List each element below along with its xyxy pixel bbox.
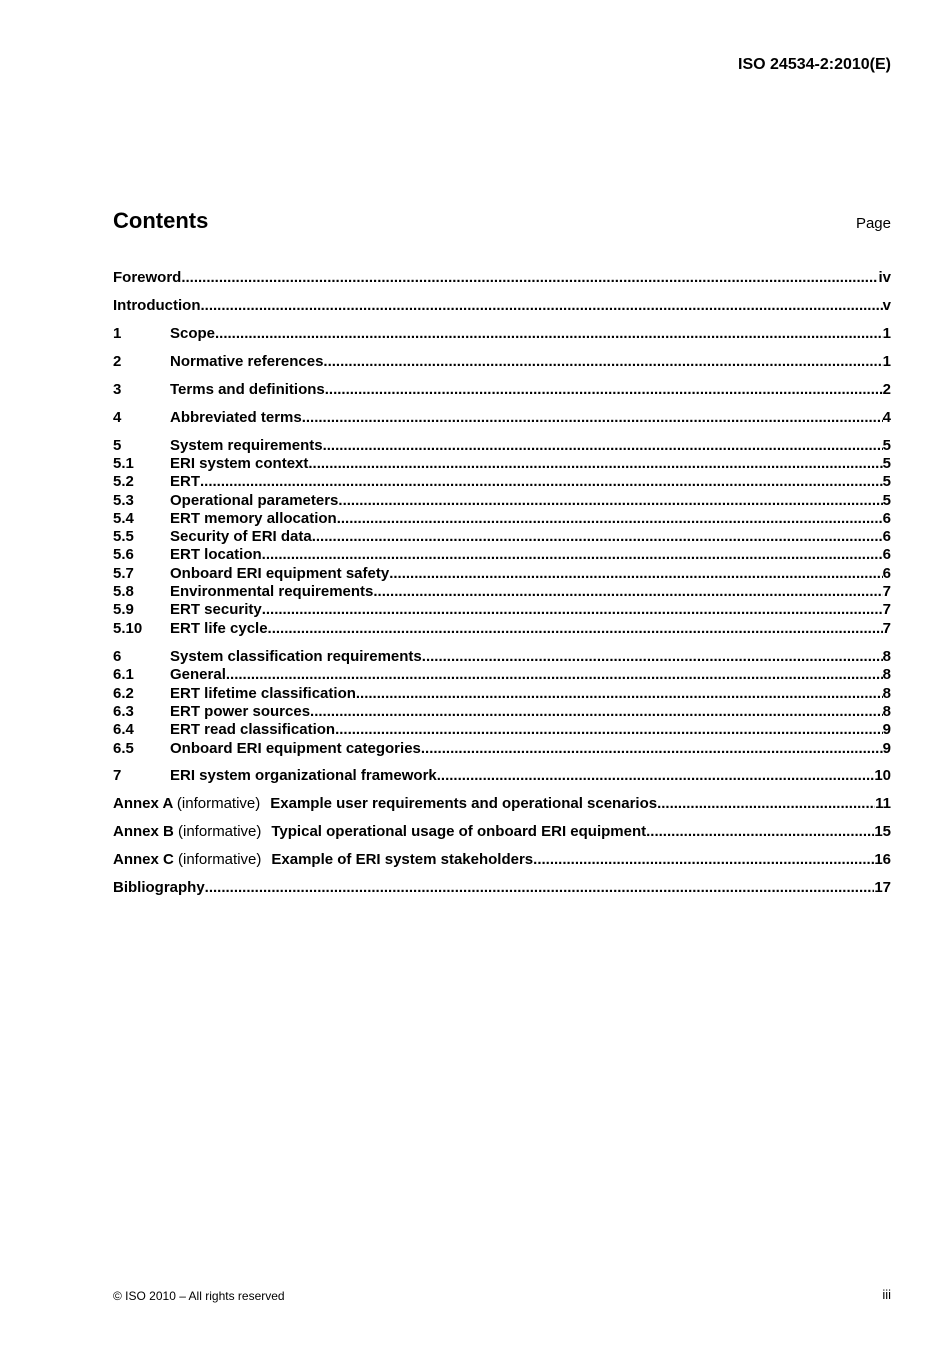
toc-annex-entry[interactable] (113, 823, 891, 841)
annex-type: (informative) (176, 795, 261, 812)
document-id: ISO 24534-2:2010(E) (738, 56, 891, 73)
toc-entry[interactable] (113, 767, 891, 785)
toc-annex-entry[interactable] (113, 851, 891, 869)
toc-entry-number: 5 (113, 437, 122, 454)
toc-entry-page: 1 (882, 353, 891, 370)
toc-entry-title: Onboard ERI equipment categories (170, 740, 421, 757)
contents-title: Contents (113, 208, 209, 233)
toc-entry-page: 8 (882, 685, 891, 702)
toc-entry-number: 6.5 (113, 740, 134, 757)
toc-entry-title: Environmental requirements (170, 583, 374, 600)
dot-leader (200, 297, 882, 315)
toc-entry-page: 5 (882, 473, 891, 490)
toc-entry[interactable] (113, 325, 891, 343)
toc-entry[interactable] (113, 409, 891, 427)
toc-entry-page: v (882, 297, 891, 314)
dot-leader (205, 879, 875, 897)
dot-leader (268, 620, 883, 638)
toc-entry[interactable] (113, 601, 891, 619)
toc-entry[interactable] (113, 528, 891, 546)
dot-leader (338, 492, 882, 510)
toc-entry-title: ERT lifetime classification (170, 685, 356, 702)
toc-entry-page: 5 (882, 492, 891, 509)
toc-entry-title: Typical operational usage of onboard ERI equipment (271, 823, 647, 840)
toc-entry-page: 7 (882, 583, 891, 600)
toc-entry-page: 8 (882, 648, 891, 665)
toc-entry-title: Introduction (113, 297, 201, 314)
toc-entry-number: 5.8 (113, 583, 134, 600)
toc-entry-title: ERT read classification (170, 721, 336, 738)
annex-type: (informative) (178, 851, 262, 868)
toc-entry-page: 2 (882, 381, 891, 398)
toc-entry-title: ERT memory allocation (170, 510, 337, 527)
page-column-label: Page (855, 215, 891, 232)
toc-entry[interactable] (113, 648, 891, 666)
dot-leader (325, 381, 883, 399)
toc-entry[interactable] (113, 353, 891, 371)
toc-entry[interactable] (113, 703, 891, 721)
toc-entry-page: 9 (882, 740, 891, 757)
toc-entry-title: System classification requirements (170, 648, 422, 665)
dot-leader (200, 473, 883, 491)
dot-leader (262, 601, 883, 619)
toc-entry-title: System requirements (170, 437, 323, 454)
dot-leader (657, 795, 875, 813)
toc-entry-number: 5.1 (113, 455, 134, 472)
toc-entry[interactable] (113, 492, 891, 510)
toc-entry-page: 6 (882, 528, 891, 545)
toc-entry[interactable] (113, 437, 891, 455)
dot-leader (422, 648, 883, 666)
dot-leader (323, 353, 882, 371)
annex-letter: Annex C (113, 851, 174, 868)
toc-entry-number: 6.2 (113, 685, 134, 702)
toc-entry-number: 4 (113, 409, 122, 426)
dot-leader (262, 546, 883, 564)
toc-entry-page: 6 (882, 546, 891, 563)
toc-entry-page: 7 (882, 601, 891, 618)
toc-entry-title: Bibliography (113, 879, 205, 896)
toc-entry-title: General (170, 666, 226, 683)
footer-page-number: iii (882, 1287, 891, 1302)
toc-entry-page: 8 (882, 666, 891, 683)
toc-entry-number: 1 (113, 325, 122, 342)
toc-entry-number: 5.5 (113, 528, 134, 545)
toc-entry-title: Example of ERI system stakeholders (271, 851, 534, 868)
dot-leader (302, 409, 883, 427)
toc-entry[interactable] (113, 546, 891, 564)
annex-label (113, 823, 261, 841)
toc-entry-title: Onboard ERI equipment safety (170, 565, 390, 582)
toc-entry-page: 5 (882, 437, 891, 454)
dot-leader (337, 510, 883, 528)
toc-entry-title: Normative references (170, 353, 324, 370)
dot-leader (389, 565, 882, 583)
dot-leader (308, 455, 882, 473)
annex-label (113, 851, 261, 869)
toc-entry[interactable] (113, 473, 891, 491)
dot-leader (226, 666, 883, 684)
toc-entry-number: 3 (113, 381, 122, 398)
toc-entry-page: 11 (875, 795, 891, 812)
toc-entry-number: 2 (113, 353, 122, 370)
toc-entry-page: 17 (874, 879, 891, 896)
toc-entry[interactable] (113, 565, 891, 583)
toc-annex-entry[interactable] (113, 795, 891, 813)
toc-entry-title: ERT location (170, 546, 262, 563)
toc-entry-page: 5 (882, 455, 891, 472)
toc-entry-title: Foreword (113, 269, 182, 286)
dot-leader (646, 823, 874, 841)
toc-entry-title: Operational parameters (170, 492, 339, 509)
toc-entry[interactable] (113, 583, 891, 601)
toc-entry-page: 9 (882, 721, 891, 738)
toc-entry[interactable] (113, 666, 891, 684)
dot-leader (310, 703, 883, 721)
toc-entry[interactable] (113, 721, 891, 739)
toc-entry-page: 7 (882, 620, 891, 637)
toc-entry-title: ERT power sources (170, 703, 311, 720)
toc-entry-number: 5.4 (113, 510, 134, 527)
toc-entry[interactable] (113, 685, 891, 703)
toc-entry-page: 16 (874, 851, 891, 868)
toc-entry-title: Terms and definitions (170, 381, 325, 398)
toc-entry[interactable] (113, 620, 891, 638)
dot-leader (335, 721, 883, 739)
annex-letter: Annex A (113, 795, 173, 812)
annex-label (113, 795, 260, 813)
dot-leader (181, 269, 878, 287)
toc-entry[interactable] (113, 381, 891, 399)
footer-copyright: © ISO 2010 – All rights reserved (113, 1289, 285, 1303)
toc-entry-title: ERT life cycle (170, 620, 268, 637)
toc-entry-title: Example user requirements and operational scenarios (270, 795, 658, 812)
toc-entry[interactable] (113, 455, 891, 473)
toc-entry[interactable] (113, 297, 891, 315)
toc-entry[interactable] (113, 740, 891, 758)
toc-entry-number: 6.1 (113, 666, 134, 683)
dot-leader (215, 325, 883, 343)
toc-entry-number: 5.7 (113, 565, 134, 582)
dot-leader (323, 437, 883, 455)
toc-entry-page: 4 (882, 409, 891, 426)
table-of-contents (113, 0, 891, 1345)
toc-entry-number: 5.3 (113, 492, 134, 509)
toc-entry-title: ERI system context (170, 455, 309, 472)
toc-entry-number: 5.10 (113, 620, 143, 637)
toc-entry-title: ERT (170, 473, 200, 490)
dot-leader (437, 767, 875, 785)
toc-entry-number: 6.4 (113, 721, 134, 738)
toc-entry-page: 6 (882, 510, 891, 527)
toc-entry-title: ERI system organizational framework (170, 767, 437, 784)
annex-type: (informative) (178, 823, 262, 840)
toc-entry-page: 8 (882, 703, 891, 720)
toc-entry-number: 6 (113, 648, 122, 665)
toc-entry-page: iv (878, 269, 891, 286)
dot-leader (533, 851, 874, 869)
toc-entry-title: Security of ERI data (170, 528, 312, 545)
toc-entry-page: 6 (882, 565, 891, 582)
toc-entry-page: 1 (882, 325, 891, 342)
toc-entry-number: 5.2 (113, 473, 134, 490)
toc-entry-number: 5.6 (113, 546, 134, 563)
dot-leader (356, 685, 883, 703)
dot-leader (373, 583, 882, 601)
toc-entry[interactable] (113, 269, 891, 287)
toc-entry-title: ERT security (170, 601, 262, 618)
toc-entry-bibliography[interactable] (113, 879, 891, 897)
toc-entry-number: 6.3 (113, 703, 134, 720)
toc-entry-page: 15 (874, 823, 891, 840)
toc-entry-number: 5.9 (113, 601, 134, 618)
dot-leader (312, 528, 883, 546)
dot-leader (421, 740, 883, 758)
toc-entry-page: 10 (874, 767, 891, 784)
toc-entry[interactable] (113, 510, 891, 528)
toc-entry-title: Scope (170, 325, 216, 342)
annex-letter: Annex B (113, 823, 174, 840)
toc-entry-title: Abbreviated terms (170, 409, 302, 426)
toc-entry-number: 7 (113, 767, 122, 784)
